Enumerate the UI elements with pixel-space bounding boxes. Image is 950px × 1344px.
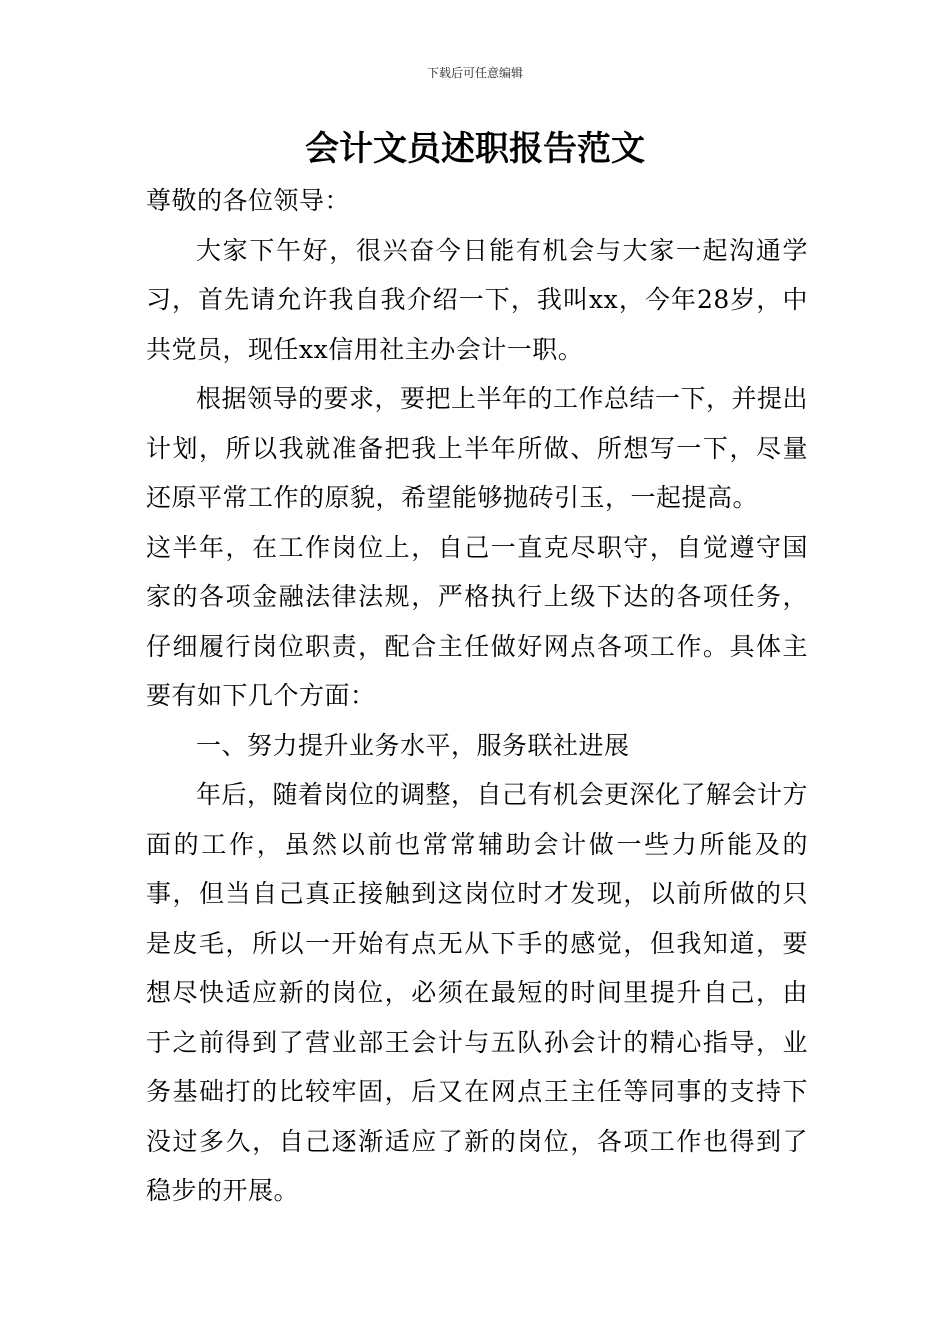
paragraph-overview: 这半年，在工作岗位上，自己一直克尽职守，自觉遵守国家的各项金融法律法规，严格执行上级下达的各项任务，仔细履行岗位职责，配合主任做好网点各项工作。具体主要有如下几个方面：: [146, 532, 808, 710]
document-title: 会计文员述职报告范文: [305, 129, 645, 169]
paragraph-section-1: 年后，随着岗位的调整，自己有机会更深化了解会计方面的工作，虽然以前也常常辅助会计做一些力所能及的事，但当自己真正接触到这岗位时才发现，以前所做的只是皮毛，所以一开始有点无从下手的感觉，但我知道，要想尽快适应新的岗位，必须在最短的时间里提升自己，由于之前得到了营业部王会计与五队孙会计的精心指导，业务基础打的比较牢固，后又在网点王主任等同事的支持下没过多久，自己逐渐适应了新的岗位，各项工作也得到了稳步的开展。: [146, 780, 809, 1205]
salutation: 尊敬的各位领导：: [146, 186, 351, 215]
page-header-note: 下载后可任意编辑: [426, 66, 523, 80]
document-body: [146, 176, 808, 1216]
paragraph-introduction: 大家下午好，很兴奋今日能有机会与大家一起沟通学习，首先请允许我自我介绍一下，我叫xx，今年28岁，中共党员，现任xx信用社主办会计一职。: [146, 235, 808, 364]
section-heading-1: 一、努力提升业务水平，服务联社进展: [196, 730, 630, 760]
paragraph-purpose: 根据领导的要求，要把上半年的工作总结一下，并提出计划，所以我就准备把我上半年所做、所想写一下，尽量还原平常工作的原貌，希望能够抛砖引玉，一起提高。: [146, 384, 809, 512]
